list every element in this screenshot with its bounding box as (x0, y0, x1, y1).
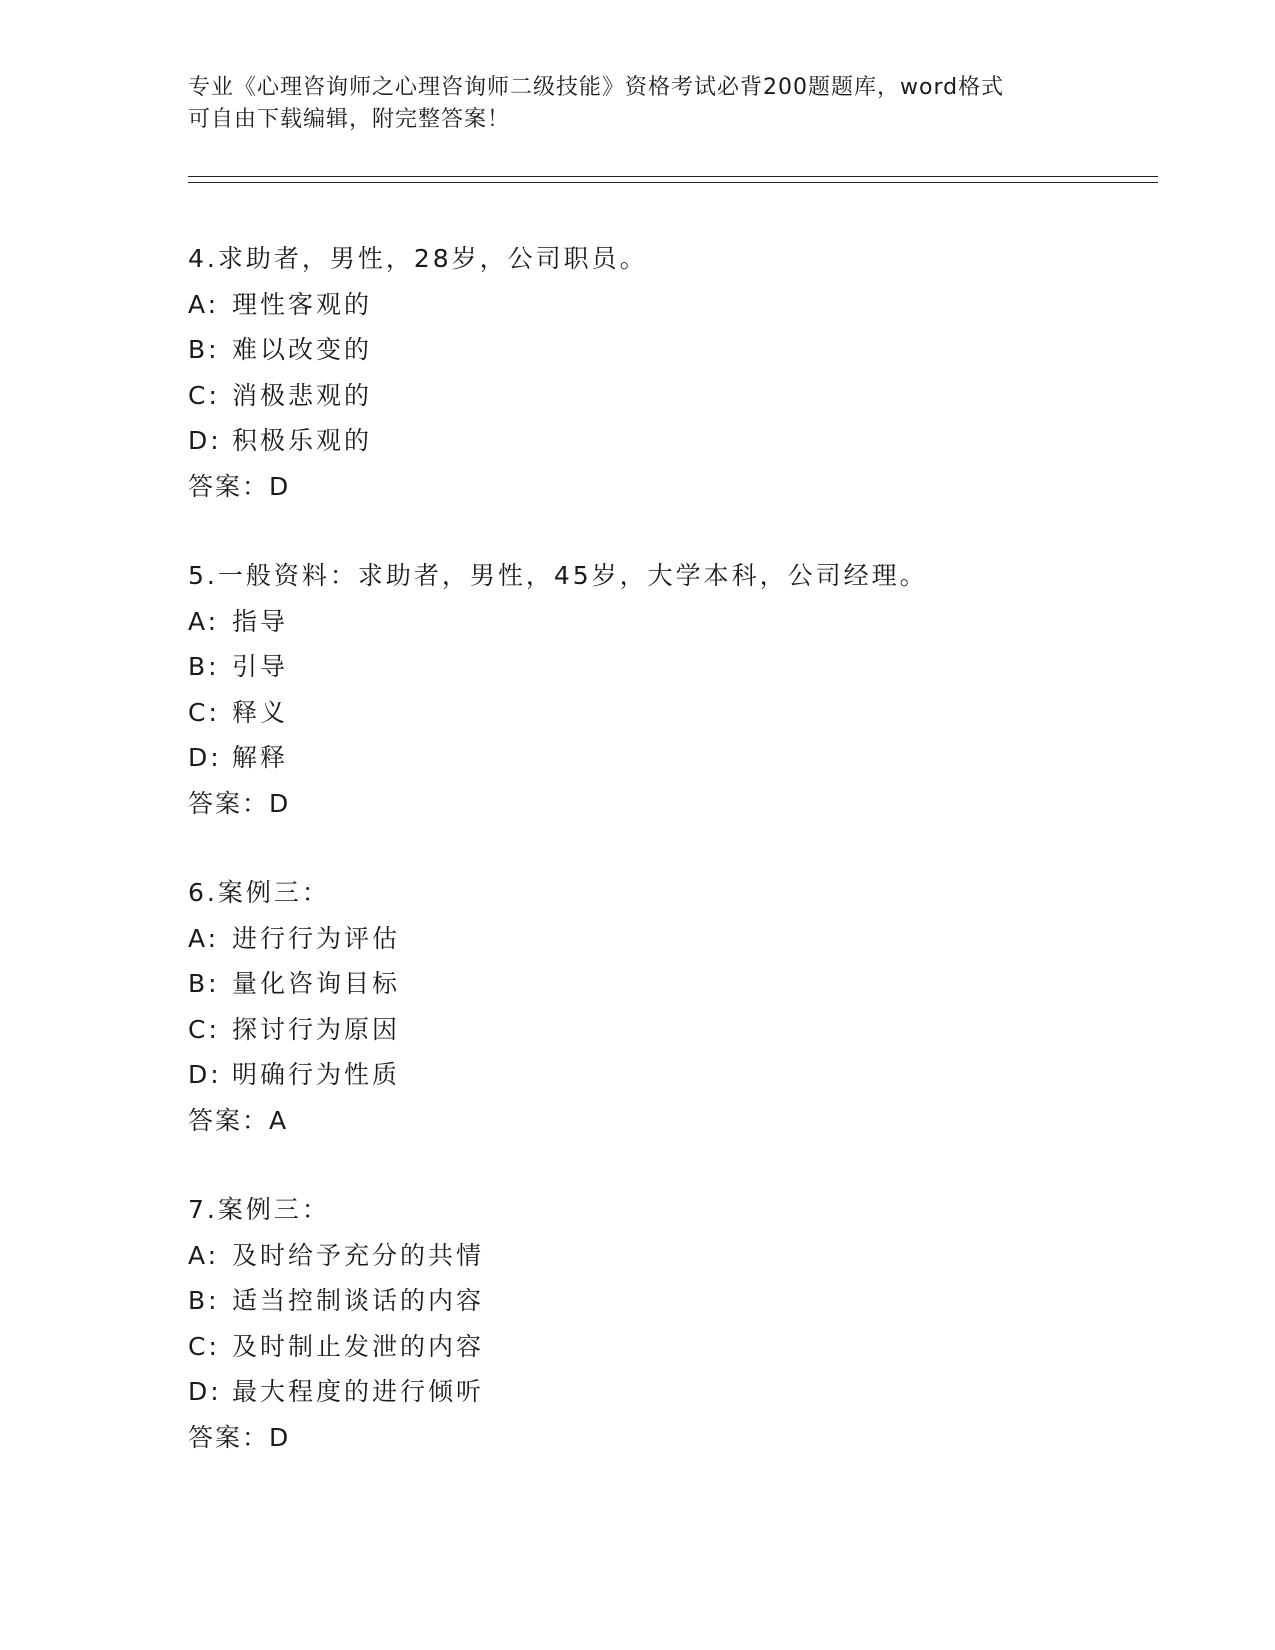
option-text: 引导 (232, 652, 289, 681)
option-label: C: (188, 1331, 220, 1361)
answer (188, 1098, 1138, 1144)
answer (188, 464, 1138, 510)
option-text: 进行行为评估 (232, 923, 401, 953)
option-label: D: (188, 1060, 222, 1089)
answer-value: D (269, 1422, 291, 1452)
option-label: C: (188, 380, 220, 410)
header-line-2: 可自由下载编辑，附完整答案！ (188, 107, 511, 132)
question-stem: 4.求助者，男性，28岁，公司职员。 (188, 244, 648, 273)
answer-label: 答案： (188, 471, 270, 501)
answer-value: D (269, 471, 291, 501)
answer-value: D (269, 788, 291, 818)
option-text: 明确行为性质 (232, 1060, 401, 1089)
option-text: 解释 (232, 743, 289, 772)
question-stem: 6.案例三： (188, 878, 330, 907)
option-d (188, 735, 1138, 781)
question-list (188, 236, 1138, 1504)
option-label: B: (188, 1286, 220, 1315)
option-c (188, 373, 1138, 419)
answer-label: 答案： (188, 1105, 270, 1135)
question-7 (188, 1187, 1138, 1460)
option-b (188, 961, 1138, 1007)
option-label: D: (188, 426, 222, 455)
option-c (188, 690, 1138, 736)
document-header (188, 72, 1088, 136)
answer-value: A (269, 1105, 289, 1135)
option-text: 最大程度的进行倾听 (232, 1377, 485, 1406)
question-6 (188, 870, 1138, 1143)
option-a (188, 1233, 1138, 1279)
option-text: 指导 (232, 606, 289, 636)
option-b (188, 327, 1138, 373)
header-line-1: 专业《心理咨询师之心理咨询师二级技能》资格考试必背200题题库，word格式 (188, 75, 1005, 100)
option-label: B: (188, 652, 220, 681)
question-stem: 5.一般资料：求助者，男性，45岁，大学本科，公司经理。 (188, 561, 928, 590)
option-a (188, 282, 1138, 328)
option-label: A: (188, 923, 220, 953)
option-d (188, 418, 1138, 464)
option-text: 适当控制谈话的内容 (232, 1286, 485, 1315)
option-label: C: (188, 697, 220, 727)
option-text: 及时给予充分的共情 (232, 1240, 485, 1270)
question-stem: 7.案例三： (188, 1195, 330, 1224)
option-label: D: (188, 1377, 222, 1406)
option-label: B: (188, 969, 220, 998)
option-text: 及时制止发泄的内容 (232, 1331, 485, 1361)
answer (188, 781, 1138, 827)
option-c (188, 1007, 1138, 1053)
option-c (188, 1324, 1138, 1370)
option-text: 消极悲观的 (232, 380, 373, 410)
answer-label: 答案： (188, 788, 270, 818)
option-label: A: (188, 606, 220, 636)
answer (188, 1415, 1138, 1461)
header-divider-top (188, 176, 1158, 177)
answer-label: 答案： (188, 1422, 270, 1452)
option-d (188, 1052, 1138, 1098)
option-text: 探讨行为原因 (232, 1014, 401, 1044)
option-label: A: (188, 289, 220, 319)
option-a (188, 916, 1138, 962)
option-label: A: (188, 1240, 220, 1270)
option-label: B: (188, 335, 220, 364)
question-4 (188, 236, 1138, 509)
option-b (188, 644, 1138, 690)
option-text: 理性客观的 (232, 289, 373, 319)
option-text: 积极乐观的 (232, 426, 373, 455)
question-5 (188, 553, 1138, 826)
option-text: 释义 (232, 697, 289, 727)
option-a (188, 599, 1138, 645)
option-label: D: (188, 743, 222, 772)
option-label: C: (188, 1014, 220, 1044)
option-b (188, 1278, 1138, 1324)
option-text: 量化咨询目标 (232, 969, 401, 998)
header-divider-bottom (188, 182, 1158, 183)
option-text: 难以改变的 (232, 335, 373, 364)
option-d (188, 1369, 1138, 1415)
